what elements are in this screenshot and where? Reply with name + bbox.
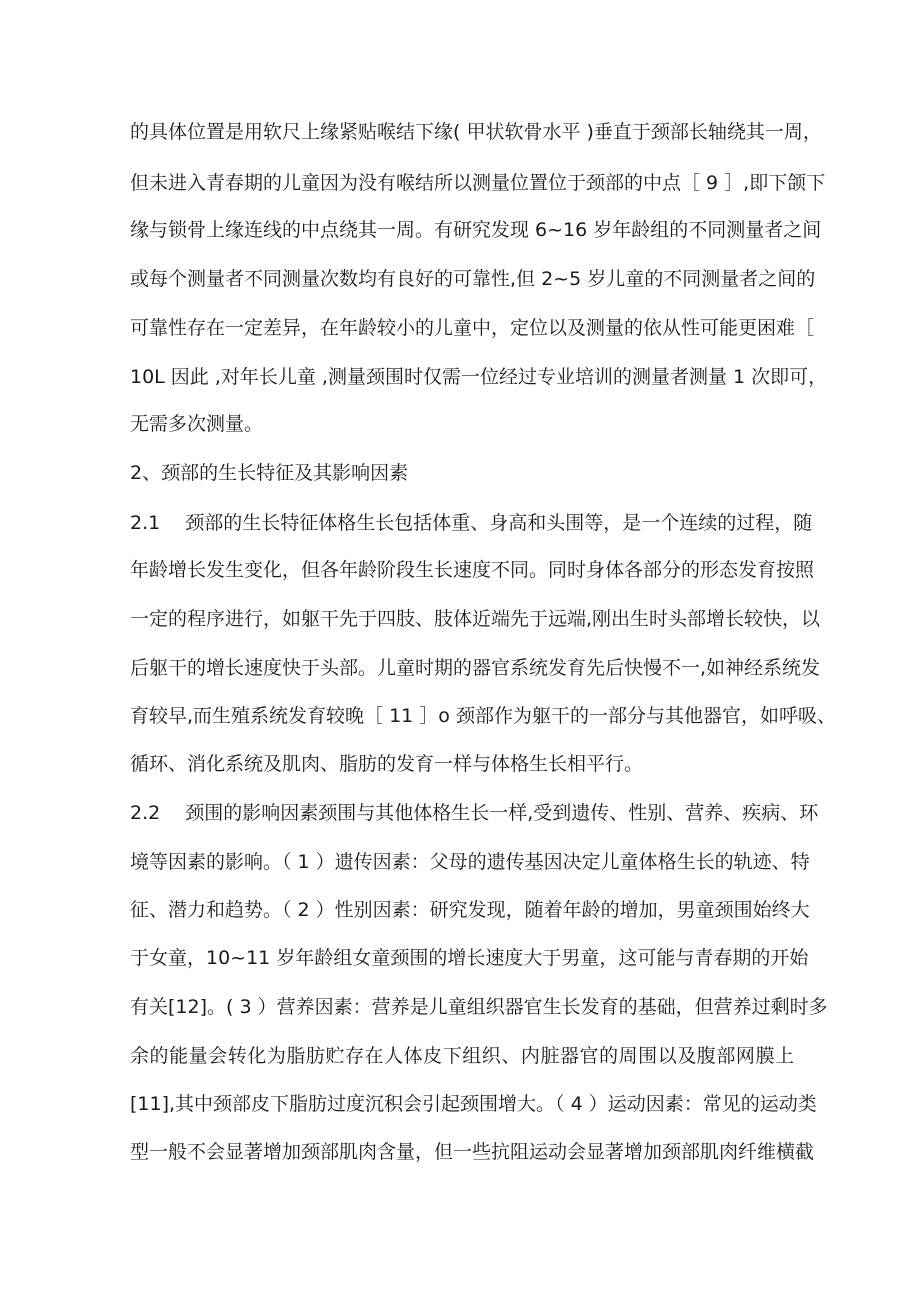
text-line: 有关[12]。( 3 ）营养因素：营养是儿童组织器官生长发育的基础，但营养过剩时多 bbox=[130, 996, 828, 1018]
text-line: 的具体位置是用软尺上缘紧贴喉结下缘( 甲状软骨水平 )垂直于颈部长轴绕其一周， bbox=[130, 121, 822, 143]
text-line: 或每个测量者不同测量次数均有良好的可靠性,但 2~5 岁儿童的不同测量者之间的 bbox=[130, 268, 816, 290]
section-heading: 2、颈部的生长特征及其影响因素 bbox=[130, 462, 409, 484]
text-line: 育较早,而生殖系统发育较晚［ 11 ］o 颈部作为躯干的一部分与其他器官，如呼吸、 bbox=[130, 705, 836, 727]
subsection-first-line: 2.1 颈部的生长特征体格生长包括体重、身高和头围等，是一个连续的过程，随 bbox=[130, 512, 813, 534]
text-line: 可靠性存在一定差异，在年龄较小的儿童中，定位以及测量的依从性可能更困难［ bbox=[130, 317, 815, 339]
text-line: 一定的程序进行，如躯干先于四肢、肢体近端先于远端,刚出生时头部增长较快，以 bbox=[130, 608, 821, 630]
text-line: 无需多次测量。 bbox=[130, 413, 264, 435]
text-line: 征、潜力和趋势。（ 2 ）性别因素：研究发现，随着年龄的增加，男童颈围始终大 bbox=[130, 899, 810, 921]
text-line: 于女童，10~11 岁年龄组女童颈围的增长速度大于男童，这可能与青春期的开始 bbox=[130, 947, 809, 969]
text-line: 境等因素的影响。（ 1 ）遗传因素：父母的遗传基因决定儿童体格生长的轨迹、特 bbox=[130, 851, 810, 873]
text-line: 型一般不会显著增加颈部肌肉含量，但一些抗阻运动会显著增加颈部肌肉纤维横截 bbox=[130, 1141, 815, 1163]
text-line: [11],其中颈部皮下脂肪过度沉积会引起颈围增大。（ 4 ）运动因素：常见的运动类 bbox=[130, 1093, 817, 1115]
subsection-first-line: 2.2 颈围的影响因素颈围与其他体格生长一样,受到遗传、性别、营养、疾病、环 bbox=[130, 802, 819, 824]
text-line: 缘与锁骨上缘连线的中点绕其一周。有研究发现 6~16 岁年龄组的不同测量者之间 bbox=[130, 219, 822, 241]
text-line: 但未进入青春期的儿童因为没有喉结所以测量位置位于颈部的中点［ 9 ］,即下颌下 bbox=[130, 172, 826, 194]
text-line: 余的能量会转化为脂肪贮存在人体皮下组织、内脏器官的周围以及腹部网膜上 bbox=[130, 1045, 794, 1067]
text-line: 循环、消化系统及肌肉、脂肪的发育一样与体格生长相平行。 bbox=[130, 753, 644, 775]
text-line: 后躯干的增长速度快于头部。儿童时期的器官系统发育先后快慢不一,如神经系统发 bbox=[130, 657, 821, 679]
text-line: 10L 因此 ,对年长儿童 ,测量颈围时仅需一位经过专业培训的测量者测量 1 次即可， bbox=[130, 366, 828, 388]
text-line: 年龄增长发生变化，但各年龄阶段生长速度不同。同时身体各部分的形态发育按照 bbox=[130, 559, 815, 581]
